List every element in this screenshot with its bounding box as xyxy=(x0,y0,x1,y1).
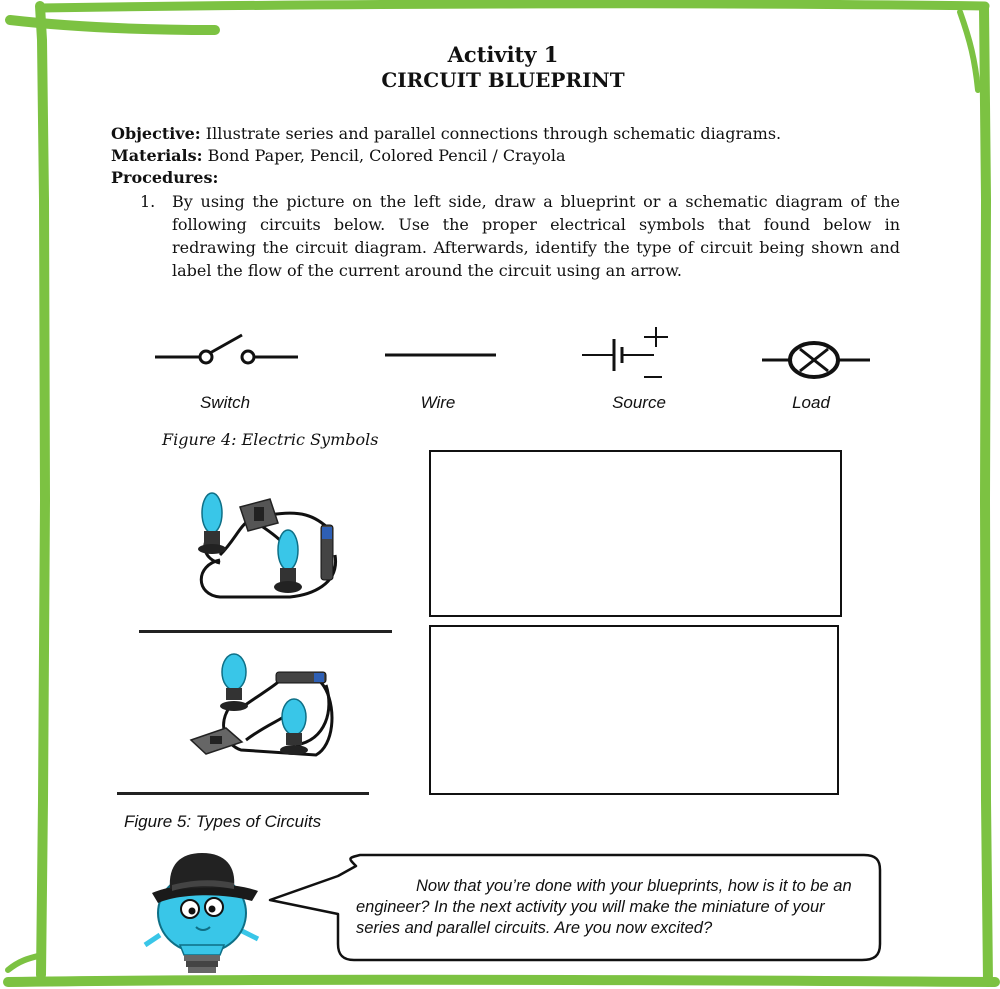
parallel-circuit-picture xyxy=(186,650,346,765)
objective-text: Illustrate series and parallel connections through schematic diagrams. xyxy=(200,124,782,143)
symbol-label-switch: Switch xyxy=(199,393,251,412)
step-text: By using the picture on the left side, draw a blueprint or a schematic diagram of the following circuits below. Use the proper electrical symbols that found below in redrawing the circuit diagram. Afterwards, identify the type of circuit being shown and label the flow of the current around the circuit using an arrow. xyxy=(172,192,900,280)
activity-subtitle: CIRCUIT BLUEPRINT xyxy=(381,68,625,92)
figure-4-caption: Figure 4: Electric Symbols xyxy=(162,430,379,449)
blueprint-box-1[interactable] xyxy=(429,450,842,617)
step-number: 1. xyxy=(140,192,156,211)
series-circuit-picture xyxy=(190,485,350,610)
symbol-label-source: Source xyxy=(612,393,666,412)
lamp-load-symbol-icon xyxy=(760,340,872,380)
objective-line xyxy=(111,124,781,143)
materials-label: Materials: xyxy=(111,146,203,165)
battery-source-symbol-icon xyxy=(580,325,675,385)
materials-text: Bond Paper, Pencil, Colored Pencil / Crayola xyxy=(202,146,566,165)
activity-title: Activity 1 xyxy=(447,42,559,67)
procedures-label: Procedures: xyxy=(111,168,219,187)
answer-line-1[interactable] xyxy=(139,630,392,633)
symbol-label-load: Load xyxy=(792,393,830,412)
materials-line xyxy=(111,146,566,165)
procedures-line xyxy=(111,168,218,187)
speech-bubble-text: Now that you’re done with your blueprints, how is it to be an engineer? In the next activity you will make the miniature of your series and parallel circuits. Are you now excited? xyxy=(356,877,852,937)
procedure-step xyxy=(140,190,900,282)
symbol-label-wire: Wire xyxy=(420,393,456,412)
wire-symbol-icon xyxy=(383,345,498,365)
bulb-mascot-image xyxy=(140,845,270,980)
switch-symbol-icon xyxy=(150,325,300,375)
blueprint-box-2[interactable] xyxy=(429,625,839,795)
objective-label: Objective: xyxy=(111,124,201,143)
figure-5-caption: Figure 5: Types of Circuits xyxy=(124,812,322,831)
answer-line-2[interactable] xyxy=(117,792,369,795)
